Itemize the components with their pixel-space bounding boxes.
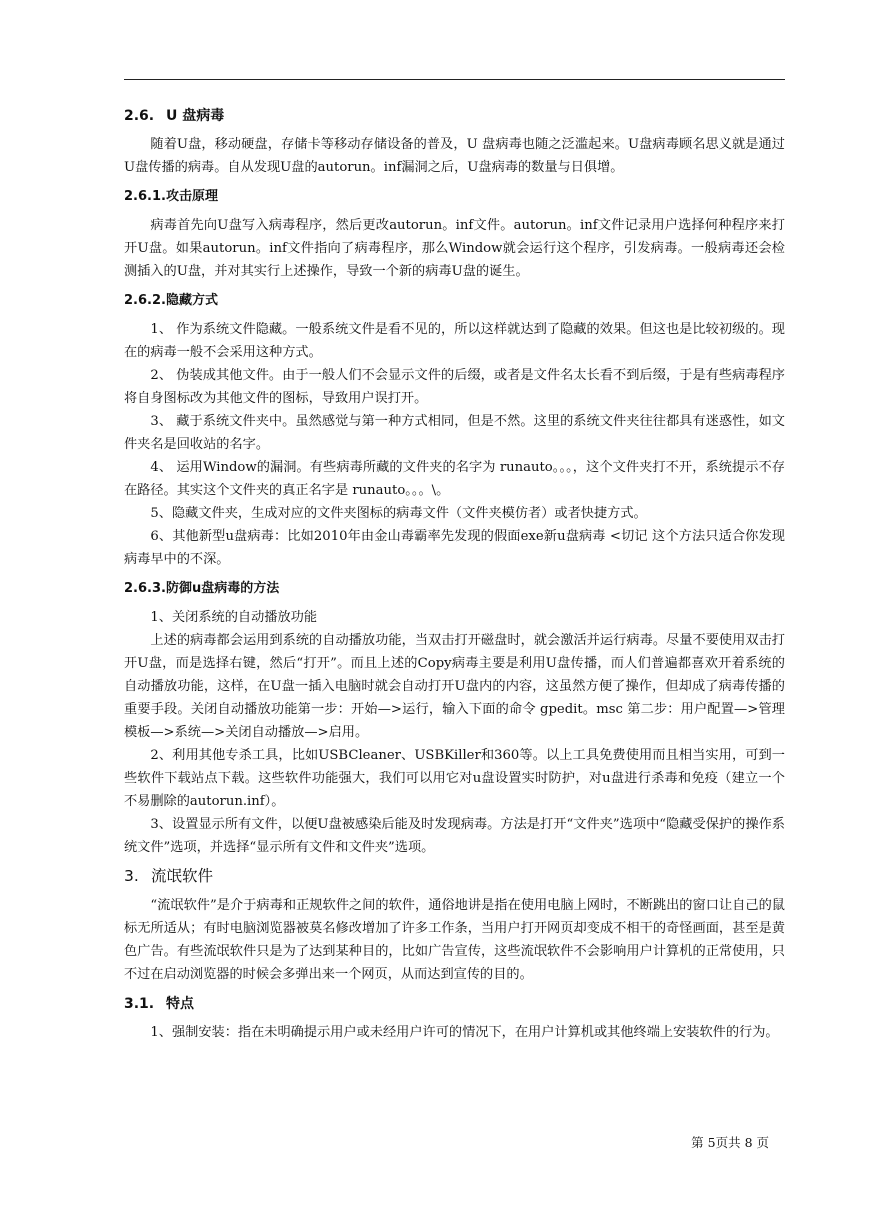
paragraph: “流氓软件”是介于病毒和正规软件之间的软件，通俗地讲是指在使用电脑上网时，不断跳出的窗口让自己的鼠标无所适从；有时电脑浏览器被莫名修改增加了许多工作条，当用户打开网页却变成不相干的奇怪画面，甚至是黄色广告。有些流氓软件只是为了达到某种目的，比如广告宣传，这些流氓软件不会影响用户计算机的正常使用，只不过在启动浏览器的时候会多弹出来一个网页，从而达到宣传的目的。	[124, 898, 785, 982]
list-item: 3、 藏于系统文件夹中。虽然感觉与第一种方式相同，但是不然。这里的系统文件夹往往都具有迷惑性，如文件夹名是回收站的名字。	[124, 414, 785, 452]
list-item: 1、 作为系统文件隐藏。一般系统文件是看不见的，所以这样就达到了隐藏的效果。但这也是比较初级的。现在的病毒一般不会采用这种方式。	[124, 322, 785, 360]
paragraph: 1、强制安装：指在未明确提示用户或未经用户许可的情况下，在用户计算机或其他终端上安装软件的行为。	[150, 1025, 779, 1040]
list-item: 2、利用其他专杀工具，比如USBCleaner、USBKiller和360等。以上工具免费使用而且相当实用，可到一些软件下载站点下载。这些软件功能强大，我们可以用它对u盘设置实时防护，对u盘进行杀毒和免疫（建立一个不易删除的autorun.inf）。	[124, 748, 785, 809]
paragraph: 随着U盘，移动硬盘，存储卡等移动存储设备的普及，U 盘病毒也随之泛滥起来。U盘病毒顾名思义就是通过U盘传播的病毒。自从发现U盘的autorun。inf漏洞之后，U盘病毒的数量与日俱增。	[124, 137, 785, 175]
list-item: 1、关闭系统的自动播放功能	[150, 610, 318, 625]
page-number: 第 5页共 8 页	[691, 1135, 769, 1150]
list-item: 4、 运用Window的漏洞。有些病毒所藏的文件夹的名字为 runauto。。。，这个文件夹打不开，系统提示不存在路径。其实这个文件夹的真正名字是 runauto。。。\。	[124, 460, 785, 498]
section-heading-2-6: 2.6. U 盘病毒	[124, 108, 225, 124]
paragraph: 上述的病毒都会运用到系统的自动播放功能，当双击打开磁盘时，就会激活并运行病毒。尽量不要使用双击打开U盘，而是选择右键，然后“打开”。而且上述的Copy病毒主要是利用U盘传播，而人们普遍都喜欢开着系统的自动播放功能，这样，在U盘一插入电脑时就会自动打开U盘内的内容，这虽然方便了操作，但却成了病毒传播的重要手段。关闭自动播放功能第一步：开始—>运行，输入下面的命令 gpedit。msc 第二步：用户配置—>管理模板—>系统—>关闭自动播放—>启用。	[124, 633, 785, 740]
paragraph: 病毒首先向U盘写入病毒程序，然后更改autorun。inf文件。autorun。inf文件记录用户选择何种程序来打开U盘。如果autorun。inf文件指向了病毒程序，那么Window就会运行这个程序，引发病毒。一般病毒还会检测插入的U盘，并对其实行上述操作，导致一个新的病毒U盘的诞生。	[124, 218, 785, 279]
section-heading-2-6-1: 2.6.1.攻击原理	[124, 189, 219, 204]
list-item: 3、设置显示所有文件，以便U盘被感染后能及时发现病毒。方法是打开“文件夹”选项中“隐藏受保护的操作系统文件”选项，并选择“显示所有文件和文件夹”选项。	[124, 817, 785, 855]
section-heading-3: 3. 流氓软件	[124, 867, 214, 885]
list-item: 6、其他新型u盘病毒：比如2010年由金山毒霸率先发现的假面exe新u盘病毒 <切记 这个方法只适合你发现病毒早中的不深。	[124, 529, 785, 567]
document-body	[124, 98, 785, 1044]
header-rule	[124, 79, 785, 80]
section-heading-3-1: 3.1. 特点	[124, 996, 194, 1012]
section-heading-2-6-3: 2.6.3.防御u盘病毒的方法	[124, 581, 280, 596]
list-item: 5、隐藏文件夹，生成对应的文件夹图标的病毒文件（文件夹模仿者）或者快捷方式。	[150, 506, 647, 521]
list-item: 2、 伪装成其他文件。由于一般人们不会显示文件的后缀，或者是文件名太长看不到后缀，于是有些病毒程序将自身图标改为其他文件的图标，导致用户误打开。	[124, 368, 785, 406]
section-heading-2-6-2: 2.6.2.隐藏方式	[124, 293, 219, 308]
